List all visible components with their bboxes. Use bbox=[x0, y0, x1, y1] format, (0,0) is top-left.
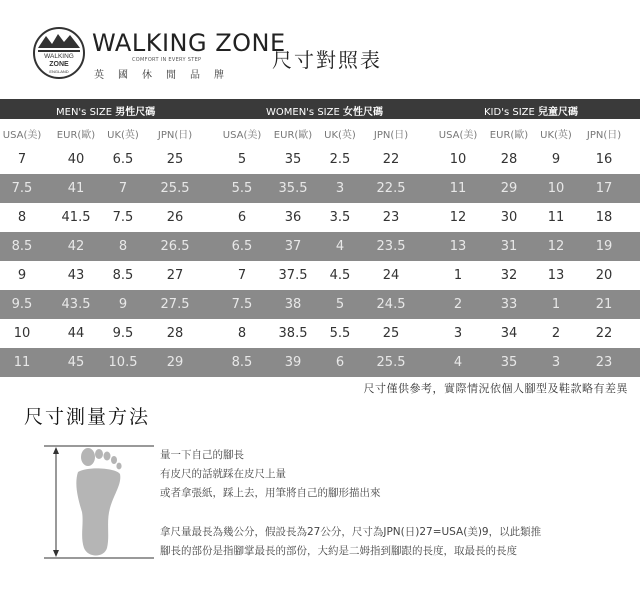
logo-text-bottom: ENGLAND bbox=[49, 69, 69, 74]
table-row bbox=[0, 348, 640, 377]
table-cell: 38.5 bbox=[278, 326, 308, 341]
table-cell: 23 bbox=[382, 210, 400, 225]
table-cell: 3.5 bbox=[329, 210, 351, 225]
table-cell: 27 bbox=[166, 268, 184, 283]
table-row bbox=[0, 145, 640, 174]
instruction-line: 量一下自己的腳長 bbox=[160, 449, 244, 461]
table-cell: 3 bbox=[551, 355, 561, 370]
table-cell: 10 bbox=[13, 326, 31, 341]
table-cell: 17 bbox=[595, 181, 613, 196]
column-header: UK(英) bbox=[324, 130, 356, 141]
instruction-line: 或者拿張紙，踩上去，用筆將自己的腳形描出來 bbox=[160, 487, 381, 499]
table-cell: 28 bbox=[166, 326, 184, 341]
arrow-down-icon bbox=[53, 550, 59, 557]
table-cell: 6 bbox=[335, 355, 345, 370]
table-cell: 13 bbox=[547, 268, 565, 283]
group-women-en: WOMEN's SIZE bbox=[266, 107, 340, 118]
table-row bbox=[0, 319, 640, 348]
table-cell: 41.5 bbox=[61, 210, 91, 225]
table-cell: 1 bbox=[453, 268, 463, 283]
table-cell: 10 bbox=[449, 152, 467, 167]
table-cell: 7 bbox=[237, 268, 247, 283]
table-cell: 40 bbox=[67, 152, 85, 167]
table-cell: 24 bbox=[382, 268, 400, 283]
table-row bbox=[0, 174, 640, 203]
column-header: USA(美) bbox=[222, 130, 262, 141]
table-cell: 5.5 bbox=[231, 181, 253, 196]
foot-measure-illustration bbox=[44, 444, 154, 562]
table-cell: 10.5 bbox=[108, 355, 138, 370]
table-cell: 44 bbox=[67, 326, 85, 341]
table-cell: 8 bbox=[118, 239, 128, 254]
table-cell: 8.5 bbox=[112, 268, 134, 283]
table-cell: 35 bbox=[500, 355, 518, 370]
table-cell: 4.5 bbox=[329, 268, 351, 283]
table-cell: 23.5 bbox=[376, 239, 406, 254]
size-note: 尺寸僅供參考，實際情況依個人腳型及鞋款略有差異 bbox=[363, 382, 628, 395]
page-title: 尺寸對照表 bbox=[272, 48, 382, 72]
group-kids-en: KID's SIZE bbox=[484, 107, 535, 118]
table-column-headers bbox=[0, 119, 640, 145]
table-cell: 28 bbox=[500, 152, 518, 167]
table-cell: 25 bbox=[382, 326, 400, 341]
table-cell: 31 bbox=[500, 239, 518, 254]
table-cell: 8 bbox=[237, 326, 247, 341]
table-cell: 11 bbox=[13, 355, 31, 370]
instruction-line: 有皮尺的話就踩在皮尺上量 bbox=[160, 468, 286, 480]
logo-text-top: WALKING bbox=[44, 53, 74, 60]
table-cell: 4 bbox=[335, 239, 345, 254]
table-cell: 9.5 bbox=[11, 297, 33, 312]
table-cell: 5.5 bbox=[329, 326, 351, 341]
table-cell: 34 bbox=[500, 326, 518, 341]
foot-icon bbox=[76, 448, 121, 556]
table-cell: 7.5 bbox=[231, 297, 253, 312]
table-cell: 9.5 bbox=[112, 326, 134, 341]
table-body bbox=[0, 145, 640, 377]
table-cell: 20 bbox=[595, 268, 613, 283]
table-cell: 8.5 bbox=[11, 239, 33, 254]
table-cell: 23 bbox=[595, 355, 613, 370]
column-header: UK(英) bbox=[107, 130, 139, 141]
table-cell: 7 bbox=[17, 152, 27, 167]
group-men-en: MEN's SIZE bbox=[56, 107, 113, 118]
column-header: JPN(日) bbox=[586, 130, 622, 141]
table-cell: 5 bbox=[335, 297, 345, 312]
measure-section-title: 尺寸測量方法 bbox=[24, 406, 151, 428]
table-cell: 38 bbox=[284, 297, 302, 312]
column-header: EUR(歐) bbox=[273, 130, 313, 141]
table-cell: 26 bbox=[166, 210, 184, 225]
instruction-line: 腳長的部份是指腳掌最長的部份，大約是二姆指到腳跟的長度，取最長的長度 bbox=[160, 545, 517, 557]
table-cell: 2 bbox=[551, 326, 561, 341]
table-cell: 21 bbox=[595, 297, 613, 312]
column-header: USA(美) bbox=[438, 130, 478, 141]
table-cell: 35 bbox=[284, 152, 302, 167]
group-kids-zh: 兒童尺碼 bbox=[538, 107, 578, 118]
table-cell: 9 bbox=[17, 268, 27, 283]
table-cell: 2 bbox=[453, 297, 463, 312]
table-cell: 6.5 bbox=[112, 152, 134, 167]
table-cell: 41 bbox=[67, 181, 85, 196]
table-cell: 18 bbox=[595, 210, 613, 225]
table-cell: 6 bbox=[237, 210, 247, 225]
table-cell: 13 bbox=[449, 239, 467, 254]
table-cell: 39 bbox=[284, 355, 302, 370]
table-row bbox=[0, 261, 640, 290]
table-row bbox=[0, 290, 640, 319]
brand-block bbox=[92, 30, 286, 81]
column-header: EUR(歐) bbox=[489, 130, 529, 141]
table-cell: 42 bbox=[67, 239, 85, 254]
table-cell: 27.5 bbox=[160, 297, 190, 312]
table-cell: 19 bbox=[595, 239, 613, 254]
table-cell: 35.5 bbox=[278, 181, 308, 196]
table-cell: 7.5 bbox=[112, 210, 134, 225]
measure-instructions bbox=[160, 446, 541, 561]
table-cell: 4 bbox=[453, 355, 463, 370]
table-cell: 3 bbox=[335, 181, 345, 196]
table-cell: 9 bbox=[118, 297, 128, 312]
size-table bbox=[0, 99, 640, 377]
table-cell: 8 bbox=[17, 210, 27, 225]
table-cell: 22.5 bbox=[376, 181, 406, 196]
table-cell: 10 bbox=[547, 181, 565, 196]
table-cell: 16 bbox=[595, 152, 613, 167]
column-header: JPN(日) bbox=[373, 130, 409, 141]
column-header: EUR(歐) bbox=[56, 130, 96, 141]
table-cell: 9 bbox=[551, 152, 561, 167]
arrow-up-icon bbox=[53, 447, 59, 454]
table-cell: 43 bbox=[67, 268, 85, 283]
table-cell: 7.5 bbox=[11, 181, 33, 196]
table-cell: 45 bbox=[67, 355, 85, 370]
table-row bbox=[0, 232, 640, 261]
brand-slogan: COMFORT IN EVERY STEP bbox=[132, 57, 202, 63]
table-cell: 12 bbox=[547, 239, 565, 254]
table-cell: 22 bbox=[595, 326, 613, 341]
table-cell: 25.5 bbox=[160, 181, 190, 196]
table-cell: 3 bbox=[453, 326, 463, 341]
table-cell: 22 bbox=[382, 152, 400, 167]
group-men bbox=[56, 103, 155, 118]
group-kids bbox=[484, 103, 578, 118]
table-cell: 26.5 bbox=[160, 239, 190, 254]
table-cell: 25.5 bbox=[376, 355, 406, 370]
table-cell: 29 bbox=[500, 181, 518, 196]
logo-text-mid: ZONE bbox=[49, 61, 69, 68]
table-cell: 2.5 bbox=[329, 152, 351, 167]
table-cell: 1 bbox=[551, 297, 561, 312]
table-cell: 8.5 bbox=[231, 355, 253, 370]
table-cell: 43.5 bbox=[61, 297, 91, 312]
group-women-zh: 女性尺碼 bbox=[342, 107, 383, 118]
brand-logo bbox=[32, 26, 86, 80]
table-cell: 12 bbox=[449, 210, 467, 225]
table-cell: 11 bbox=[547, 210, 565, 225]
table-cell: 37.5 bbox=[278, 268, 308, 283]
table-cell: 30 bbox=[500, 210, 518, 225]
table-cell: 37 bbox=[284, 239, 302, 254]
brand-subtitle: 英國休閒品牌 bbox=[94, 70, 238, 81]
column-header: JPN(日) bbox=[157, 130, 193, 141]
table-row bbox=[0, 203, 640, 232]
table-cell: 32 bbox=[500, 268, 518, 283]
table-cell: 25 bbox=[166, 152, 184, 167]
column-header: UK(英) bbox=[540, 130, 572, 141]
column-header: USA(美) bbox=[2, 130, 42, 141]
table-cell: 5 bbox=[237, 152, 247, 167]
brand-name: WALKING ZONE bbox=[92, 29, 286, 57]
group-men-zh: 男性尺碼 bbox=[115, 107, 156, 118]
table-cell: 29 bbox=[166, 355, 184, 370]
table-cell: 36 bbox=[284, 210, 302, 225]
table-cell: 7 bbox=[118, 181, 128, 196]
table-cell: 33 bbox=[500, 297, 518, 312]
table-cell: 11 bbox=[449, 181, 467, 196]
table-cell: 24.5 bbox=[376, 297, 406, 312]
table-cell: 6.5 bbox=[231, 239, 253, 254]
instruction-line: 拿尺量最長為幾公分，假設長為27公分，尺寸為JPN(日)27=USA(美)9，以此類推 bbox=[160, 526, 542, 538]
table-group-header bbox=[0, 99, 640, 119]
group-women bbox=[266, 103, 383, 118]
